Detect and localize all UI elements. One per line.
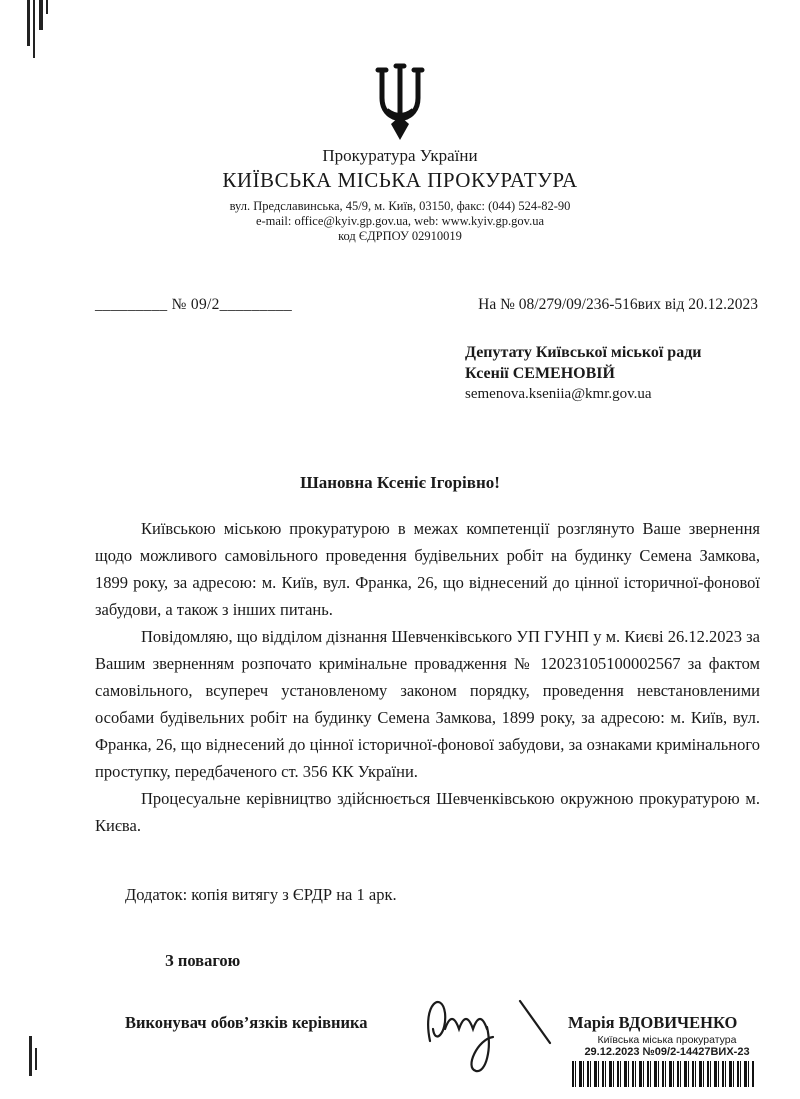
org-contacts: e-mail: office@kyiv.gp.gov.ua, web: www.kyiv.gp.gov.ua	[255, 214, 545, 228]
org-edrpou-code: код ЄДРПОУ 02910019	[338, 229, 462, 243]
letter-body	[0, 515, 800, 839]
scan-artifact	[33, 0, 35, 58]
org-name: КИЇВСЬКА МІСЬКА ПРОКУРАТУРА	[222, 168, 578, 192]
body-paragraph: Київською міською прокуратурою в межах компетенції розглянуто Ваше звернення щодо можливого самовільного проведення будівельних робіт на будинку Семена Замкова, 1899 року, за адресою: м. Київ, вул. Франка, 26, що віднесений до цінної історичної-фонової забудови, а також з інших питань.	[95, 519, 760, 619]
scan-artifact	[27, 0, 30, 46]
reference-row	[0, 296, 800, 314]
attachment-note: Додаток: копія витягу з ЄРДР на 1 арк.	[125, 885, 397, 904]
recipient-block	[0, 342, 800, 405]
signer-name: Марія ВДОВИЧЕНКО	[568, 1013, 738, 1032]
handwritten-signature	[408, 979, 568, 1099]
scan-artifact	[39, 0, 43, 30]
body-paragraph: Повідомляю, що відділом дізнання Шевченківського УП ГУНП у м. Києві 26.12.2023 за Вашим зверненням розпочато кримінальне провадження № 12023105100002567 за фактом самовільного, всупереч установленому законом порядку, проведення невстановленими особами будівельних робіт на будинку Семена Замкова, 1899 року, за адресою: м. Київ, вул. Франка, 26, що віднесений до цінної історичної-фонової забудови, за ознаками кримінального проступку, передбаченого ст. 356 КК України.	[95, 627, 760, 781]
recipient-email: semenova.kseniia@kmr.gov.ua	[465, 386, 652, 402]
regards-line: З повагою	[165, 951, 241, 970]
recipient-name: Ксенії СЕМЕНОВІЙ	[465, 365, 615, 382]
salutation: Шановна Ксеніє Ігорівно!	[300, 473, 500, 492]
signer-position: Виконувач обов’язків керівника	[125, 1013, 368, 1032]
org-parent-name: Прокуратура України	[322, 146, 478, 165]
stamp-org-name: Київська міська прокуратура	[597, 1034, 737, 1046]
recipient-title: Депутату Київської міської ради	[465, 344, 702, 361]
scan-artifact	[46, 0, 48, 14]
org-address: вул. Предславинська, 45/9, м. Київ, 03150, факс: (044) 524-82-90	[229, 199, 571, 213]
incoming-number: На № 08/279/09/236-516вих від 20.12.2023	[478, 296, 758, 313]
outgoing-number: _________ № 09/2_________	[95, 296, 293, 313]
letterhead	[0, 0, 800, 244]
body-paragraph: Процесуальне керівництво здійснюється Шевченківською окружною прокуратурою м. Києва.	[95, 789, 760, 835]
ukraine-trident-icon	[369, 62, 431, 142]
stamp-reg-number: 29.12.2023 №09/2-14427ВИХ-23	[584, 1046, 750, 1058]
registration-stamp	[572, 1034, 762, 1087]
stamp-barcode	[572, 1061, 754, 1087]
